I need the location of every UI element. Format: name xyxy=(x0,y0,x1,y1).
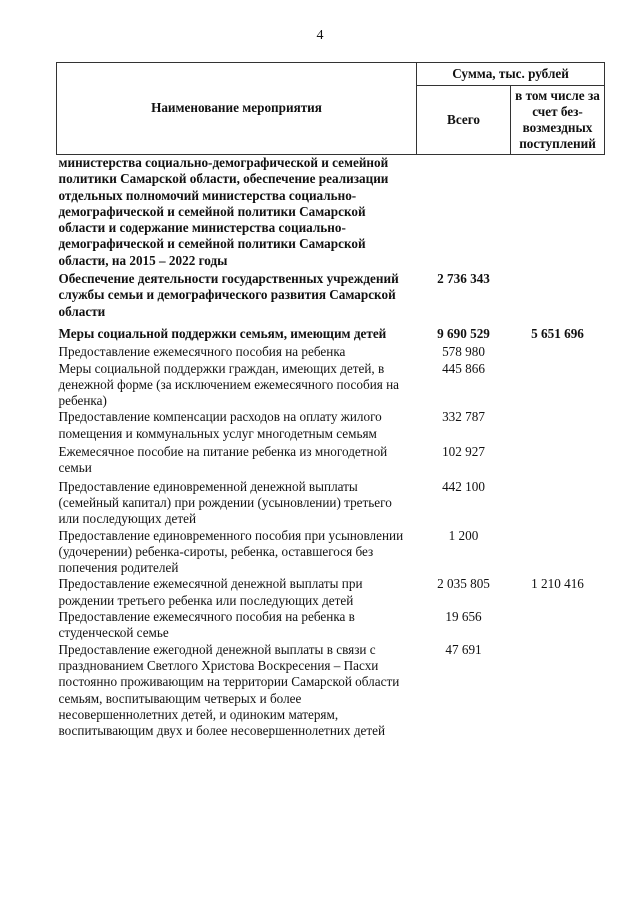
row-name: министерства социально-демографической и семейной политики Самарской области, обеспечение реализации отдельных полномочий министерства социально-демографической и семейной политики Самарской области и содержание министерства социально-демографической и семейной политики Самарской области, на 2015 – 2022 годы xyxy=(58,155,389,268)
row-grant: 5 651 696 xyxy=(531,325,584,341)
row-total: 332 787 xyxy=(442,409,485,425)
table-row xyxy=(57,269,605,320)
row-total: 1 200 xyxy=(448,527,479,543)
row-total: 47 691 xyxy=(445,641,482,657)
row-grant xyxy=(511,342,605,360)
row-grant xyxy=(511,477,605,528)
row-total: 2 736 343 xyxy=(437,271,490,287)
header-name-column: Наименование мероприятия xyxy=(57,63,417,155)
row-name: Предоставление ежемесячной денежной выплаты при рождении третьего ребенка или последующих детей xyxy=(58,576,363,608)
row-total: 442 100 xyxy=(442,478,485,494)
row-grant xyxy=(511,361,605,410)
row-name: Предоставление единовременного пособия при усыновлении (удочерении) ребенка-сироты, ребенка, оставшегося без попечения родителей xyxy=(58,527,404,576)
table-row xyxy=(57,320,605,342)
budget-table xyxy=(56,62,605,739)
row-total: 102 927 xyxy=(442,444,485,460)
table-row xyxy=(57,442,605,477)
table-row xyxy=(57,528,605,577)
table-row xyxy=(57,609,605,642)
row-total: 578 980 xyxy=(442,344,485,360)
table-row xyxy=(57,361,605,410)
table-row xyxy=(57,409,605,442)
row-grant xyxy=(511,528,605,577)
table-body xyxy=(57,155,605,740)
row-total xyxy=(417,155,511,270)
row-name: Предоставление ежегодной денежной выплаты в связи с празднованием Светлого Христова Воскресения – Пасхи постоянно проживающим на территории Самарской области семьям, воспитывающим четверых и более несовершеннолетних детей, и одиноким матерям, воспитывающим двух и более несовершеннолетних детей xyxy=(58,641,400,739)
table-row xyxy=(57,576,605,609)
row-grant xyxy=(511,609,605,642)
row-name: Обеспечение деятельности государственных учреждений службы семьи и демографического развития Самарской области xyxy=(58,271,399,319)
table-row xyxy=(57,642,605,740)
table-row xyxy=(57,477,605,528)
row-total: 445 866 xyxy=(442,360,485,376)
header-total-column: Всего xyxy=(417,86,511,155)
header-grant-column: в том числе за счет без-возмездных поступлений xyxy=(511,86,605,155)
header-sum-column: Сумма, тыс. рублей xyxy=(417,63,605,86)
row-grant: 1 210 416 xyxy=(531,576,584,592)
row-grant xyxy=(511,269,605,320)
row-grant xyxy=(511,642,605,740)
row-name: Предоставление ежемесячного пособия на ребенка в студенческой семье xyxy=(58,609,355,641)
row-total: 19 656 xyxy=(445,609,482,625)
table-row xyxy=(57,342,605,360)
row-name: Предоставление единовременной денежной выплаты (семейный капитал) при рождении (усыновлении) третьего или последующих детей xyxy=(58,478,392,527)
row-total: 2 035 805 xyxy=(437,576,490,592)
row-name: Ежемесячное пособие на питание ребенка из многодетной семьи xyxy=(58,444,388,476)
table-header xyxy=(57,63,605,155)
row-name: Предоставление компенсации расходов на оплату жилого помещения и коммунальных услуг многодетным семьям xyxy=(58,409,382,441)
row-grant xyxy=(511,409,605,442)
row-name: Меры социальной поддержки граждан, имеющих детей, в денежной форме (за исключением ежемесячного пособия на ребенка) xyxy=(58,360,400,409)
row-name: Меры социальной поддержки семьям, имеющим детей xyxy=(58,325,387,341)
page-number: 4 xyxy=(316,28,324,43)
row-grant xyxy=(511,155,605,270)
row-name: Предоставление ежемесячного пособия на ребенка xyxy=(58,344,346,360)
row-grant xyxy=(511,442,605,477)
row-total: 9 690 529 xyxy=(437,325,490,341)
table-row xyxy=(57,155,605,270)
